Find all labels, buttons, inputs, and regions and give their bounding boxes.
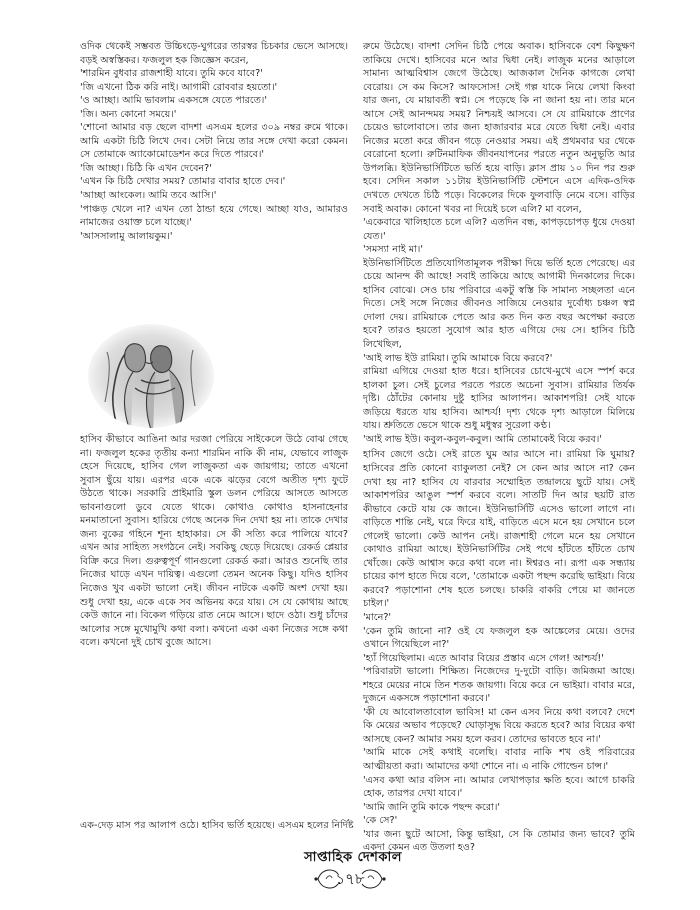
magazine-name: সাপ্তাহিক দেশকাল <box>304 850 402 865</box>
paragraph: ওদিক থেকেই সম্ভবত উচ্চিংড়ে-ঘুগরের তারস্বর চিচকার ভেসে আসছে। বড়ই অস্বস্তিকর। ফজলুল হক জিজ্ঞেস করেন, <box>80 41 348 66</box>
paragraph: 'আমি জানি তুমি কাকে পছন্দ করো।' <box>363 801 501 813</box>
paragraph: 'আমি মাকে সেই কথাই বলেছি। বাবার নাকি শখ ওই পরিবারের আত্মীয়তা করা। আমাদের কথা শোনে না। এ নাকি গোল্ডেন চান্স।' <box>363 747 635 772</box>
paragraph: 'মানে?' <box>363 611 392 623</box>
paragraph: 'একেবারে খালিহাতে চলে এলি? এতদিন বন্ধ, কাপড়চোপড় ধুয়ে দেওয়া যেত।' <box>363 217 635 242</box>
paragraph: 'আসসালামু আলায়কুম।' <box>80 230 173 242</box>
paragraph: 'এখন কি চিঠি দেখার সময়? তোমার বাবার হাতে দেব।' <box>80 176 286 188</box>
right-text <box>363 40 635 854</box>
paragraph: ইউনিভার্সিটিতে প্রতিযোগিতামূলক পরীক্ষা দিয়ে ভর্তি হতে পেরেছে। এর চেয়ে আনন্দ কী আছে! সবাই তাকিয়ে আছে আগামী দিনকালের দিকে। হাসিব বোঝে। সেও চায় পরিবারে একটু স্বস্তি কি সামান্য সচ্ছলতা এনে দিতে। সেই সঙ্গে নিজের জীবনও সাজিয়ে নেওয়ার দুর্বোধ্য চঞ্চল স্বপ্ন দোলা দেয়। রামিয়াকে পেতে আর কত দিন কত বছর অপেক্ষা করতে হবে? তারও হয়তো সুযোগ আর হাত এগিয়ে দেয় সে। হাসিব চিঠি লিখেছিল, <box>363 257 635 351</box>
left-top-text <box>80 40 348 316</box>
paragraph: 'কেন তুমি জানো না? ওই যে ফজলুল হক আঙ্কেলের মেয়ে। ওদের ওখানে গিয়েছিলে না?' <box>363 625 635 651</box>
paragraph: 'কে সে?' <box>363 815 398 827</box>
left-bottom-text <box>80 433 348 813</box>
paragraph: এক-দেড় মাস পর আলাপ ওঠে। হাসিব ভর্তি হয়েছে। এসএম হলের নির্দিষ্ট <box>80 820 354 831</box>
paragraph: 'এসব কথা আর বলিস না। আমার লেখাপড়ার ক্ষতি হবে। আগে চাকরি হোক, তারপর দেখা যাবে।' <box>363 774 635 800</box>
paragraph: 'আই লাভ ইউ রামিয়া। তুমি আমাকে বিয়ে করবে?' <box>363 352 553 364</box>
paragraph: হাসিব কীভাবে আঙিনা আর দরজা পেরিয়ে সাইকেলে উঠে বোঝ গেছে না। ফজলুল হকের তৃতীয় কন্যা শারমিন নাকি কী নাম, যেভাবে লাজুক হেসে দিয়েছে, হাসিব গেল লাজুকতা এক জায়গায়; তাতে এখনো সুবাস ছুঁয়ে যায়। এরপর একে একে ঝড়ের বেগে অতীত দৃশ্য ফুটে উঠতে থাকে। সরকারি প্রাইমারি স্কুল ডলন পেরিয়ে আসতে আসতে ভাবনাগুলো ডুবে যেতে থাকে। কোথাও কোথাও হাসনাহেনার মনমাতানো সুবাস। হারিয়ে গেছে অনেক দিন দেখা হয় না। তাকে দেখার জন্য বুকের গহিনে শূন্য হাহাকার। সে কী সত্যি করে পালিয়ে যাবে? এখন আর সাহিত্য সংগঠনে নেই। সবকিছু ছেড়ে দিয়েছে। রেকর্ড প্লেয়ার বিক্রি করে দিল। গুরুত্বপূর্ণ গানগুলো রেকর্ড করা। আরও শুনেছি তার নিজের ঘাড়ে এখন দায়িত্ব। এগুলো তেমন অনেক কিছু। যদিও হাসিব নিজেও খুব একটা ভালো নেই। জীবন নাটকে একটি অংশ দেখা হয়। শুধু দেখা হয়, একে একে সব অভিনয় করে যায়। সে যে কোথায় আছে কেউ জানে না। বিকেল গড়িয়ে রাত নেমে আসে। ছাদে ওঠা। শুধু চাঁদের আলোর সঙ্গে মুখোমুখি কথা বলা। কখনো একা একা নিজের সঙ্গে কথা বলে। কখনো দুই চোখ বুজে আসে। <box>80 434 348 649</box>
paragraph: 'সমস্যা নাই মা।' <box>363 244 423 256</box>
right-column <box>363 40 635 854</box>
paragraph: 'শোনো আমার বড় ছেলে বাদশা এসএম হলের ৩০৯ নম্বর রুমে থাকে। আমি একটা চিঠি লিখে দেব। সেটা নিয়ে তার সঙ্গে দেখা করো কেমন। সে তোমাকে অ্যাকোমোডেশন করে দিতে পারবে।' <box>80 122 348 161</box>
paragraph: 'হ্যাঁ গিয়েছিলাম। এতে আবার বিয়ের প্রস্তাব এসে গেল! আশ্চর্য!' <box>363 652 604 664</box>
paragraph: 'কী যে আবোলতাবোল ভাবিস! মা কেন এসব নিয়ে কথা বলবে? দেশে কি মেয়ের অভাব পড়েছে? ঘোড়াসুদ্ধ বিয়ে করতে হবে? আর বিয়ের কথা আসছে কেন? আমার সময় হলে করব। তোদের ভাবতে হবে না।' <box>363 706 635 745</box>
paragraph: 'জি। অন্য কোনো সময়ে।' <box>80 108 177 120</box>
page-number-ornament <box>312 864 388 894</box>
illustration-couple-embrace-icon <box>85 322 217 430</box>
paragraph: 'জি এখনো ঠিক করি নাই। আগামী রোববার হয়তো।' <box>80 81 278 93</box>
paragraph: 'আই লাভ ইউ। কবুল-কবুল-কবুল। আমি তোমাকেই বিয়ে করব।' <box>363 433 602 445</box>
left-column <box>80 40 348 316</box>
page-number: ১৭৮ <box>335 870 365 888</box>
left-column-lower <box>80 433 354 833</box>
paragraph: 'শারমিন বুধবার রাজশাহী যাবে। তুমি কবে যাবে?' <box>80 68 263 80</box>
paragraph: হাসিব জেগে ওঠে। সেই রাতে ঘুম আর আসে না। রামিয়া কি ঘুমায়? হাসিবের প্রতি কোনো ব্যাকুলতা নেই? সে কেন আর আসে না? কেন দেখা হয় না? হাসিব যে বারবার সম্মোহিত তন্দ্রালয়ে ছুটে যায়। সেই আকাশপরির আঙুল স্পর্শ করবে বলে। সাতটি দিন আর ছয়টি রাত কীভাবে কেটে যায় কে জানে। ইউনিভার্সিটি এসেও ভালো লাগে না। বাড়িতে শান্তি নেই, ঘরে ফিরে যাই, বাড়িতে এসে মনে হয় সেখানে চলে গেলেই ভালো। কেউ আপন নেই। রাজশাহী গেলে মনে হয় সেখানে কোথাও রামিয়া আছে। ইউনিভার্সিটির সেই পথে হাঁটতে হাঁটতে চোখ খোঁজে। কেউ আশ্বাস করে কথা বলে না। ঈশ্বরও না। রূপা এক সন্ধ্যায় চায়ের কাপ হাতে দিয়ে বলে, 'তোমাকে একটা পছন্দ করেছি ভাইয়া। বিয়ে করবে? পড়াশোনা শেষ হতে চলছে। চাকরি বাকরি পেয়ে মা জানতে চাইল।' <box>363 449 635 610</box>
paragraph: 'জি আচ্ছা। চিঠি কি এখন দেবেন?' <box>80 162 212 174</box>
paragraph: 'পাঞ্চড় খেলে না? এখন তো ঠান্ডা হয়ে গেছে। আচ্ছা যাও, আমারও নামাজের ওয়াক্ত চলে যাচ্ছে।' <box>80 203 348 229</box>
paragraph: রুমে উঠেছে। বাদশা সেদিন চিঠি পেয়ে অবাক। হাসিবকে বেশ কিছুক্ষণ তাকিয়ে দেখে। হাসিবের মনে আর দ্বিধা নেই। লাজুক মনের আড়ালে সামান্য আত্মবিশ্বাস জেগে উঠেছে। আজকাল দৈনিক কাগজে লেখা বেরোয়। সে কম কিসে? আফসোস! সেই গল্প যাকে নিয়ে লেখা কিংবা যার জন্য, যে মায়াবতী স্বপ্ন। সে পড়েছে কি না জানা হয় না। তার মনে আসে সেই আনন্দময় সময়? নিশ্চয়ই আসবে। সে যে রামিয়াকে প্রাণের চেয়েও ভালোবাসে। তার জন্য হাজারবার মরে যেতে দ্বিধা নেই। এবার নিজের মতো করে জীবন গড়ে নেওয়ার সময়। এই প্রথমবার ঘর থেকে বেরোনো হলো। রুটিনমাফিক জীবনযাপনের পরতে নতুন অনুভূতি আর উপলব্ধি। ইউনিভার্সিটিতে ভর্তি হয়ে বাড়ি। ক্লাস প্রায় ১০ দিন পর শুরু হবে। সেদিন সকাল ১১টায় ইউনিভার্সিটি স্টেশনে এসে এদিক-ওদিক দেখতে দেখতে চিঠি পড়ে। বিকেলের দিকে ফুলবাড়ি নেমে বসে। বাড়ির সবাই অবাক। কোনো খবর না দিয়েই চলে এলি? মা বলেন, <box>363 41 635 215</box>
paragraph: 'আচ্ছা আংকেল। আমি তবে আসি।' <box>80 190 217 202</box>
paragraph: 'ও আচ্ছা। আমি ভাবলাম একসঙ্গে যেতে পারতে।' <box>80 95 268 107</box>
paragraph: রামিয়া এগিয়ে দেওয়া হাত ধরে। হাসিবের চোখে-মুখে এসে স্পর্শ করে হালকা চুল। সেই চুলের পরতে পরতে অচেনা সুবাস। রামিয়ার তির্যক দৃষ্টি। ঠোঁটের কোনায় দুষ্টু হাসির আলাপন। আকাশপরি! সেই যাকে জড়িয়ে ধরতে যায় হাসিব। আশ্চর্য! দৃশ্য থেকে দৃশ্য আড়ালে মিলিয়ে যায়। শ্রুতিতে ভেসে থাকে শুধু মধুস্বর সুরেলা কণ্ঠ। <box>363 366 635 432</box>
paragraph: 'পরিবারটা ভালো। শিক্ষিত। নিজেদের দু-দুটো বাড়ি। জমিজমা আছে। শহরে মেয়ের নামে তিন শতক জায়গা। বিয়ে করে নে ভাইয়া। বাবার মরে, দুজনে একসঙ্গে পড়াশোনা করবে।' <box>363 666 635 705</box>
paragraph: 'যার জন্য ছুটে আসো, কিন্তু ভাইয়া, সে কি তোমার জন্য ভাবে? তুমি একদা কেমন এত উতলা হও? <box>363 828 635 854</box>
